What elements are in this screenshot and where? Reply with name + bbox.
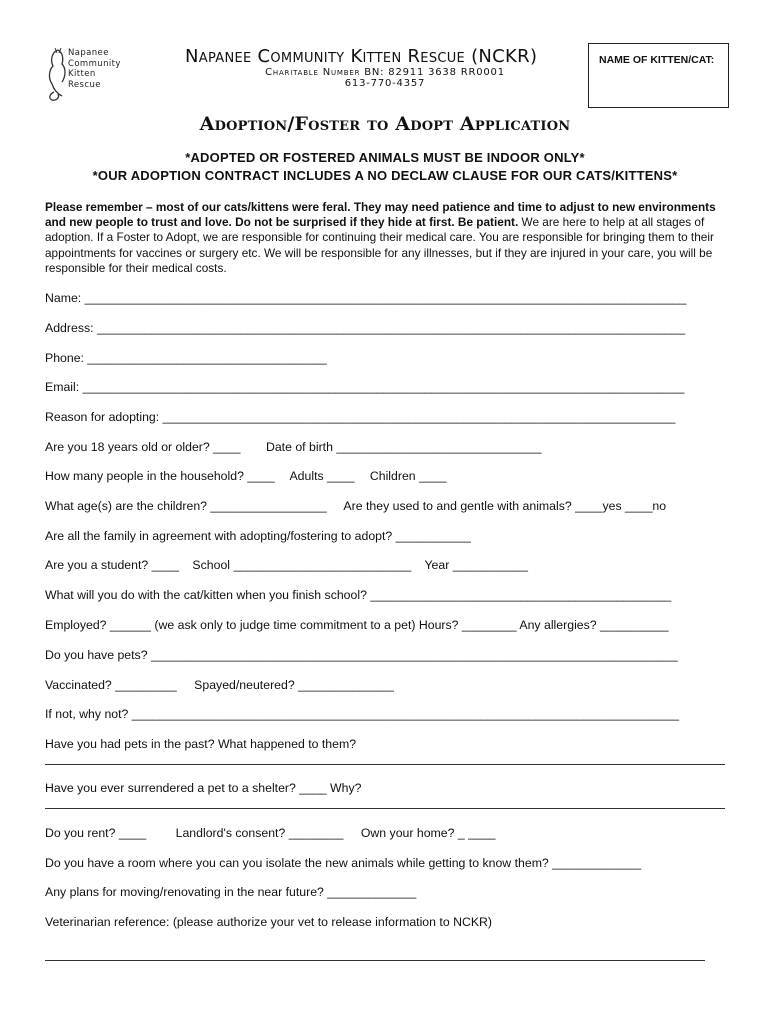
why-not-field[interactable]: If not, why not? ________________________________________________________________________________ [45, 707, 679, 721]
employment-field[interactable]: Employed? ______ (we ask only to judge time commitment to a pet) Hours? ________ Any allergies? __________ [45, 618, 669, 632]
finish-school-field[interactable]: What will you do with the cat/kitten when you finish school? ____________________________________________ [45, 588, 672, 602]
charity-number: Charitable Number BN: 82911 3638 RR0001 [265, 67, 505, 78]
intro-bold-text: Please remember – most of our cats/kittens were feral. They may need patience and time to adjust to new environments and new people to trust and love. Do not be surprised if they hide at first. Be patient. [45, 200, 716, 230]
children-field[interactable]: Children ____ [369, 469, 447, 483]
children-ages-field[interactable]: What age(s) are the children? _________________ [45, 499, 327, 513]
reason-field[interactable]: Reason for adopting: ___________________________________________________________________________ [45, 410, 676, 424]
isolation-room-field[interactable]: Do you have a room where you can you isolate the new animals while getting to know them? _____________ [45, 856, 642, 870]
organization-phone: 613-770-4357 [344, 78, 426, 89]
surrendered-label: Have you ever surrendered a pet to a shelter? ____ Why? [45, 781, 362, 795]
logo-line: Rescue [68, 79, 101, 90]
intro-paragraph [45, 200, 735, 276]
have-pets-field[interactable]: Do you have pets? _____________________________________________________________________________ [45, 648, 678, 662]
kitten-name-label: NAME OF KITTEN/CAT: [599, 54, 715, 66]
vaccinated-field[interactable]: Vaccinated? _________ [45, 678, 177, 692]
adults-field[interactable]: Adults ____ [289, 469, 355, 483]
nckr-logo [44, 46, 144, 102]
vet-reference-label: Veterinarian reference: (please authorize your vet to release information to NCKR) [45, 915, 493, 929]
kitten-name-box[interactable] [588, 43, 729, 108]
intro-normal-text: We are here to help at all stages of adoption. If a Foster to Adopt, we are responsible for continuing their medical care. You are responsible for bringing them to their appointments for vaccines or surgery etc. We will be responsible for any illnesses, but if they are injured in your care, you will be responsible for their medical costs. [45, 215, 714, 275]
household-row [45, 469, 446, 483]
rent-field[interactable]: Do you rent? ____ [45, 826, 147, 840]
age-row [45, 440, 542, 454]
document-title: Adoption/Foster to Adopt Application [199, 113, 571, 135]
logo-wordmark [68, 48, 121, 90]
own-home-field[interactable]: Own your home? _ ____ [360, 826, 496, 840]
family-agreement-field[interactable]: Are all the family in agreement with adopting/fostering to adopt? ___________ [45, 529, 471, 543]
spayed-neutered-field[interactable]: Spayed/neutered? ______________ [194, 678, 394, 692]
email-field[interactable]: Email: ________________________________________________________________________________________ [45, 380, 685, 394]
vaccination-row [45, 678, 394, 692]
student-field[interactable]: Are you a student? ____ [45, 558, 179, 572]
logo-line: Community [68, 58, 121, 69]
organization-name: Napanee Community Kitten Rescue (NCKR) [185, 46, 538, 67]
student-row [45, 558, 528, 572]
age-18-field[interactable]: Are you 18 years old or older? ____ [45, 440, 241, 454]
moving-plans-field[interactable]: Any plans for moving/renovating in the near future? _____________ [45, 885, 417, 899]
gentle-with-animals-field[interactable]: Are they used to and gentle with animals? ____yes ____no [343, 499, 667, 513]
address-field[interactable]: Address: ______________________________________________________________________________________ [45, 321, 686, 335]
housing-row [45, 826, 496, 840]
indoor-only-notice: *ADOPTED OR FOSTERED ANIMALS MUST BE INDOOR ONLY* [185, 150, 585, 165]
household-count-field[interactable]: How many people in the household? ____ [45, 469, 275, 483]
children-row [45, 499, 666, 513]
landlord-consent-field[interactable]: Landlord's consent? ________ [175, 826, 344, 840]
logo-line: Napanee [68, 48, 109, 58]
phone-field[interactable]: Phone: ___________________________________ [45, 351, 327, 365]
name-field[interactable]: Name: ________________________________________________________________________________________ [45, 291, 687, 305]
surrendered-answer-line[interactable] [45, 808, 725, 809]
school-field[interactable]: School __________________________ [192, 558, 412, 572]
no-declaw-notice: *OUR ADOPTION CONTRACT INCLUDES A NO DECLAW CLAUSE FOR OUR CATS/KITTENS* [92, 168, 678, 183]
school-year-field[interactable]: Year ___________ [424, 558, 528, 572]
logo-line: Kitten [68, 69, 96, 79]
past-pets-label: Have you had pets in the past? What happened to them? [45, 737, 357, 751]
vet-reference-answer-line[interactable] [45, 960, 705, 961]
past-pets-answer-line[interactable] [45, 764, 725, 765]
date-of-birth-field[interactable]: Date of birth ______________________________ [265, 440, 542, 454]
